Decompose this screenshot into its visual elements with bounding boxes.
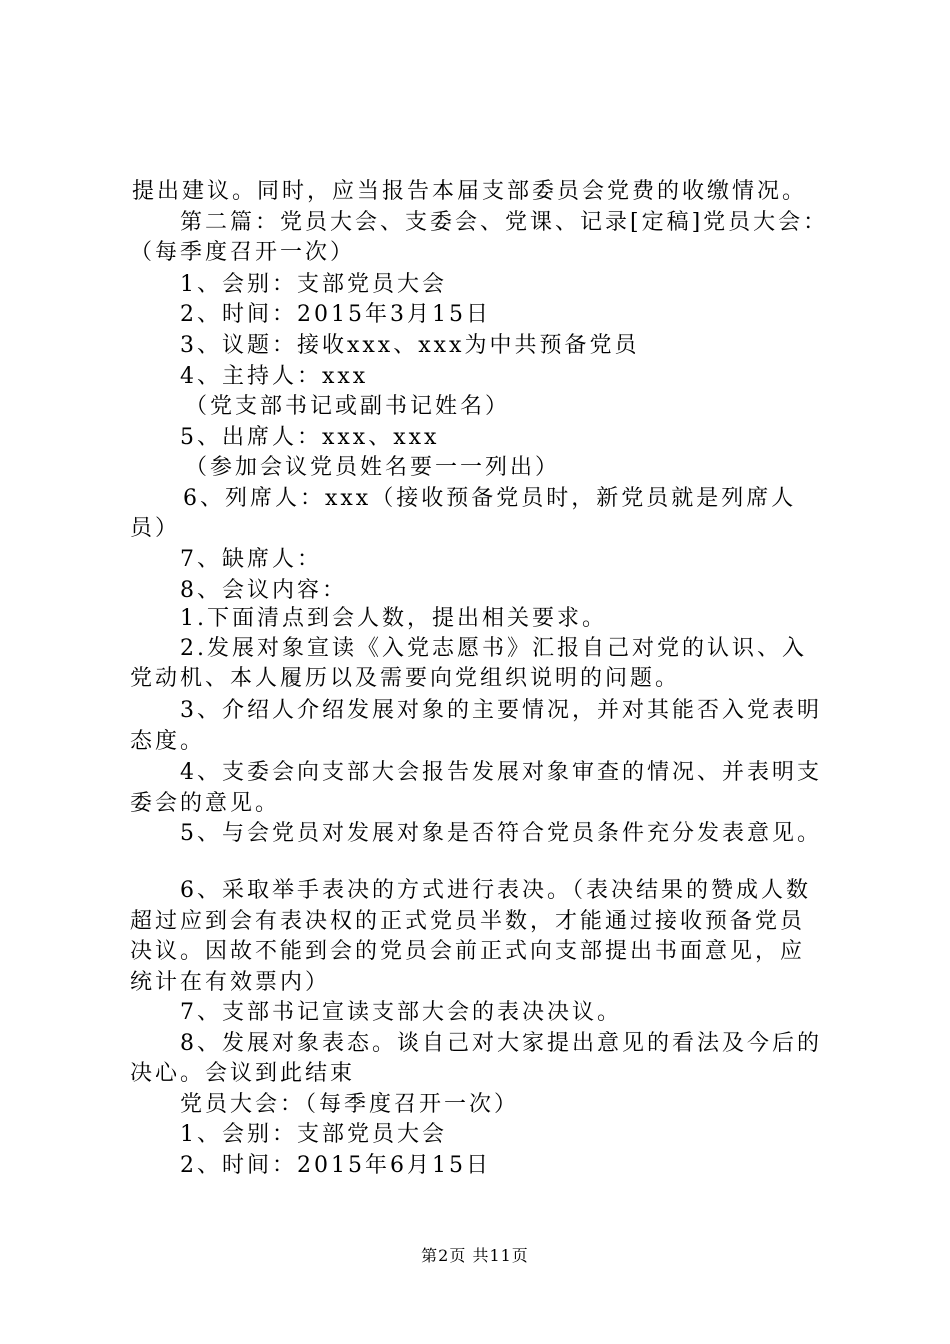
- text-line: 委会的意见。: [130, 791, 281, 816]
- text-line: 4、主持人：xxx: [180, 364, 369, 389]
- text-line: （参加会议党员姓名要一一列出）: [185, 455, 561, 480]
- text-line: 8、发展对象表态。谈自己对大家提出意见的看法及今后的: [180, 1031, 822, 1056]
- text-line: 2、时间：2015年3月15日: [180, 302, 491, 327]
- text-line: 统计在有效票内）: [130, 970, 331, 995]
- page-number-footer: 第2页 共11页: [421, 1246, 529, 1265]
- text-line: 1.下面清点到会人数，提出相关要求。: [180, 606, 607, 631]
- text-line: 1、会别：支部党员大会: [180, 1122, 447, 1147]
- text-line: 党员大会：（每季度召开一次）: [180, 1092, 520, 1117]
- text-line: 7、支部书记宣读支部大会的表决决议。: [180, 1000, 622, 1025]
- text-line: （党支部书记或副书记姓名）: [185, 394, 511, 419]
- text-line: 1、会别：支部党员大会: [180, 272, 447, 297]
- text-line: 5、与会党员对发展对象是否符合党员条件充分发表意见。: [180, 821, 822, 846]
- text-line: 提出建议。同时，应当报告本届支部委员会党费的收缴情况。: [132, 179, 808, 204]
- text-line: 6、列席人：xxx（接收预备党员时，新党员就是列席人: [183, 486, 797, 511]
- text-line: 决心。会议到此结束: [130, 1061, 356, 1086]
- text-line: 决议。因故不能到会的党员会前正式向支部提出书面意见，应: [130, 939, 806, 964]
- text-line: 6、采取举手表决的方式进行表决。（表决结果的赞成人数: [180, 878, 811, 903]
- text-line: 超过应到会有表决权的正式党员半数，才能通过接收预备党员: [130, 909, 806, 934]
- text-line: （每季度召开一次）: [130, 240, 356, 265]
- text-line: 员）: [130, 516, 181, 541]
- text-line: 3、议题：接收xxx、xxx为中共预备党员: [180, 333, 640, 358]
- text-line: 4、支委会向支部大会报告发展对象审查的情况、并表明支: [180, 760, 822, 785]
- text-line: 2.发展对象宣读《入党志愿书》汇报自己对党的认识、入: [180, 636, 807, 661]
- text-line: 3、介绍人介绍发展对象的主要情况，并对其能否入党表明: [180, 698, 822, 723]
- text-line: 2、时间：2015年6月15日: [180, 1153, 491, 1178]
- text-line: 5、出席人：xxx、xxx: [180, 425, 440, 450]
- text-line: 7、缺席人：: [180, 547, 322, 572]
- text-line: 党动机、本人履历以及需要向党组织说明的问题。: [130, 666, 681, 691]
- text-line: 态度。: [130, 729, 206, 754]
- section-heading: 第二篇：党员大会、支委会、党课、记录[定稿]党员大会：: [180, 210, 829, 235]
- text-line: 8、会议内容：: [180, 578, 347, 603]
